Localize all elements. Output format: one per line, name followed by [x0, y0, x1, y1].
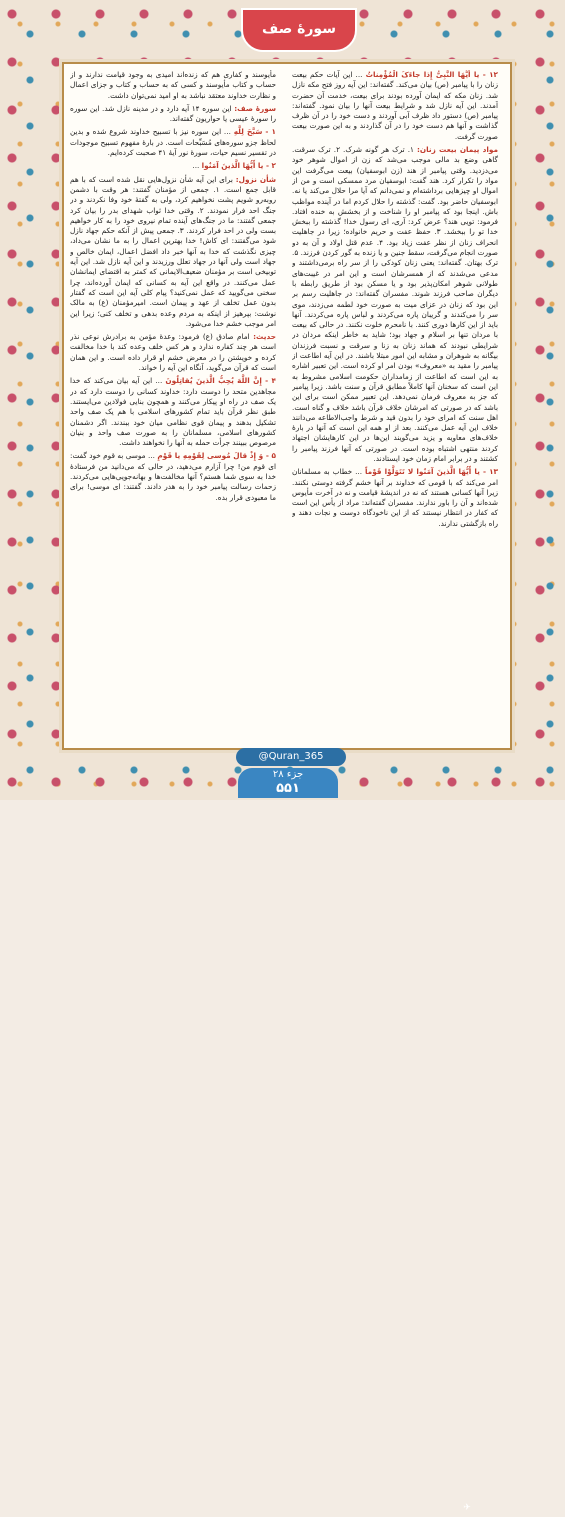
juz-label: جزء ۲۸ [272, 769, 304, 780]
paragraph [70, 376, 276, 448]
paragraph [70, 70, 276, 101]
paragraph-text: ... موسی به قوم خود گفت: ای قوم من! چرا آزارم می‌دهید، در حالی که می‌دانید من فرستادهٔ خدا به سوی شما هستم؟ آنها مخالفت‌ها و بهانه‌جویی‌هایی می‌کردند. زحمات رسالت پیامبر خود را به هدر دادند. گفتند: ای موسی! برای ما معبودی قرار بده. [70, 451, 276, 502]
paragraph [292, 467, 498, 529]
paragraph [292, 70, 498, 142]
paragraph-text: ... این آیات حکم بیعت زنان را با پیامبر (ص) بیان می‌کند. گفته‌اند: این آیه روز فتح مکه نازل شد. زنان مکه که ایمان آورده بودند برای بیعت، خدمت آن حضرت آمدند. این آیه نازل شد و شرایط بیعت آنها را بیان نمود. گفته‌اند: پیامبر (ص) دستور داد ظرف آبی آوردند و دست خود را در آن ظرف گذاشت و آنها هم دست خود را در آن گذاردند و به این صورت بیعت صورت گرفت. [292, 70, 498, 141]
paragraph-text: ۱. ترک هر گونه شرک. ۲. ترک سرقت. گاهی وضع بد مالی موجب می‌شد که زن از اموال شوهر خود می‌دزدید. وقتی پیامبر از هند (زن ابوسفیان) بیعت می‌گرفت این مواد را تکرار کرد. هند گفت: ابوسفیان مرد ممسکی است و من از اموال او چیزهایی برداشته‌ام و نمی‌دانم که آیا مرا حلال می‌کند یا نه. ابوسفیان حاضر بود. گفت: گذشته را حلال کردم اما در آینده مواظب باش. اینجا بود که پیامبر او را شناخت و از بخشش به خنده افتاد. فرمود: تویی هند؟ عرض کرد: آری، ای رسول خدا! گذشته را ببخش خدا تو را ببخشد. ۳. حفظ عفت و حریم خانواده؛ زیرا در جاهلیت انحراف زنان از نظر عفت زیاد بود. ۴. عدم قتل اولاد و آن به دو صورت انجام می‌گرفت، سقط جنین و یا زنده به گور کردن فرزند. ۵. ترک بهتان. گفته‌اند: یعنی زنان کودکی را از سر راه برمی‌داشتند و مدعی می‌شدند که از همسرشان است و این امر در غیبت‌های طولانی شوهر امکان‌پذیر بود و یا مسکن بود از طریق رابطه با دیگران صاحب فرزند شوند. مفسران گفته‌اند: در جاهلیت رسم بر این بود که زنان در عزای میت به صورت خود لطمه می‌زدند، موی سر را می‌کندند و گریبان پاره می‌کردند و لباس پاره می‌کردند. آنها باید از این کارها دوری کنند. با نامحرم خلوت نکنند. در حالی که بیعت با مردان تنها بر اسلام و جهاد بود؛ شاید به خاطر اینکه مردان در شرایطی نبودند که هماند زنان به زنا و سرقت و نسبت فرزندان بیگانه به شوهران و مشابه این امور مبتلا باشند. در این آیه اطاعت از پیامبر را مقید به «معروف» بودن امر او کرده است. این تعبیر اشاره به این است که اطاعت از زمامداران حکومت اسلامی مشروط به این است که سخنان آنها کاملاً مطابق قرآن و سنت باشد. زیرا پیامبر که جز به معروف فرمان نمی‌دهد. این تعبیر ممکن است برای این باشد که در صورتی که امرشان خلاف قرآن باشد خلاف و گناه است. اهل سنت که امرای خود را بدون قید و شرط واجب‌الاطاعه می‌دانند خلاف این آیه عمل می‌کنند. بعد از او همه این است که آنها در بارهٔ خلاف‌های معاویه و یزید می‌گویند این‌ها در این کارهایشان اجتهاد کردند منتهی اشتباه بوده است. در صورتی که آنها فرزند پیامبر را کشتند و در برابر امام زمان خود ایستادند. [292, 145, 498, 463]
section-heading: شأن نزول: [235, 174, 276, 184]
paragraph-text: ... خطاب به مسلمانان امر می‌کند که با قومی که خداوند بر آنها خشم گرفته دوستی نکنند. زیرا آنها کسانی هستند که نه در اندیشهٔ قیامت و نه در آخرت مأیوس شده‌اند و آن را باور ندارند. مفسران گفته‌اند: مراد از یأس این است که کفار در انتظار نیستند که از این ناخودگاه دوست و نجات دهند و راه بازگشتی ندارند. [292, 467, 498, 528]
paragraph-text: برای این آیه شأن نزول‌هایی نقل شده است که با هم قابل جمع است. ۱. جمعی از مؤمنان گفتند: هر وقت با دشمن روبه‌رو شویم پشت نخواهیم کرد، ولی به گفتهٔ خود وفا نکردند و در جنگ احد فرار نمودند. ۲. وقتی خدا ثواب شهدای بدر را بیان کرد جمعی گفتند: ما در جنگ‌های آینده تمام نیروی خود را به کار خواهیم بست ولی در احد فرار کردند. ۳. جمعی پیش از آنکه حکم جهاد نازل شود می‌گفتند: ای کاش! خدا بهترین اعمال را به ما نشان می‌داد، چیزی نگذشت که خدا به آنها خبر داد افضل اعمال، ایمان خالص و جهاد است ولی آنها در جهاد تعلل ورزیدند و این آیه نازل شد. این آیه توبیخی است بر مؤمنان ضعیف‌الایمانی که کمتر به اقتضای ایمانشان عمل می‌کنند. در واقع این آیه به کسانی که ایمان آورده‌اند، چرا سخنی می‌گویید که عمل نمی‌کنید؟ پیام کلی آیه این است که گفتار بدون عمل تخلف از عهد و پیمان است. امیرمؤمنان (ع) به مالک نوشت: بپرهیز از اینکه به مردم وعده بدهی و تخلف کنی؛ زیرا این امر موجب خشم خدا می‌شود. [70, 174, 276, 328]
verse-heading: ۲ - یا أَیُّهَا الَّذینَ آمَنُوا [201, 161, 276, 171]
paragraph [70, 175, 276, 329]
page-footer-badge [238, 768, 338, 798]
section-heading: مواد پیمان بیعت زنان: [416, 145, 498, 155]
paragraph-text: مأیوسند و کفاری هم که زنده‌اند امیدی به وجود قیامت ندارند و از حساب و کتاب مأیوسند و کسی که به حساب و کتاب و جزای اعمال و نظارت خداوند معتقد نباشد به او امید نمی‌توان داشت. [70, 70, 276, 100]
paragraph [292, 145, 498, 464]
paragraph [70, 161, 276, 171]
section-heading: سورهٔ صف: [234, 103, 276, 113]
right-column [292, 70, 498, 735]
paragraph-text: ... این سوره نیز با تسبیح خداوند شروع شده و بدین لحاظ جزو سوره‌های مُسَبِّحات است. در بارهٔ مفهوم تسبیح موجودات در تفسیر نسیم حیات، سورهٔ نور آیهٔ ۴۱ صحبت کرده‌ایم. [70, 127, 276, 158]
verse-heading: ۱۳ - یا أَیُّهَا الَّذینَ آمَنُوا لا تَتَوَلَّوْا قَوْماً [364, 467, 498, 477]
telegram-icon: ✈ [463, 1503, 471, 1513]
paragraph-text: ... [192, 161, 200, 171]
paragraph [70, 127, 276, 158]
verse-heading: ۵ - وَ إِذْ قالَ مُوسی لِقَوْمِهِ یا قَوْمِ [157, 451, 276, 461]
surah-title: سورهٔ صف [241, 8, 357, 52]
verse-heading: ۴ - إِنَّ اللَّهَ یُحِبُّ الَّذینَ یُقاتِلُونَ [165, 376, 276, 386]
page-number: ۵۵۱ [276, 781, 300, 796]
handle-text: @Quran_365 [258, 751, 324, 762]
paragraph [70, 104, 276, 125]
paragraph [70, 332, 276, 373]
paragraph [70, 451, 276, 502]
paragraph-text: این سوره ۱۴ آیه دارد و در مدینه نازل شد. این سوره را سورهٔ عیسی یا حواریون گفته‌اند. [70, 103, 276, 124]
paragraph-text: امام صادق (ع) فرمود: وعدهٔ مؤمن به برادرش نوعی نذر است هر چند کفاره ندارد و هر کس خلف وعده کند با خدا مخالفت کرده و خویشتن را در معرض خشم او قرار داده است. و این همان است که قرآن می‌گوید، آنگاه این آیه را خواند. [70, 332, 276, 373]
paragraph-text: ... این آیه بیان می‌کند که خدا مجاهدین متحد را دوست دارد: خداوند کسانی را دوست دارد که در یک صف در راه او پیکار می‌کنند و همچون بنایی فولادین می‌ایستند. طبق نظر قرآن باید تمام کشورهای اسلامی با هم یک صف واحد تشکیل بدهند و پیمان قوی نظامی میان خود ببندند. اگر دشمنان کشورهای اسلامی، مسلمانان را به صورت صف واحد و بنیان مرصوص ببینند جرأت حمله به آنها را نخواهند داشت. [70, 376, 276, 448]
left-column [70, 70, 276, 735]
section-heading: حدیث: [253, 332, 276, 342]
verse-heading: ۱۲ - یا أَیُّهَا النَّبِیُّ إِذا جاءَکَ الْمُؤْمِناتُ [365, 70, 498, 79]
verse-heading: ۱ - سَبَّحَ لِلَّهِ [233, 127, 276, 137]
